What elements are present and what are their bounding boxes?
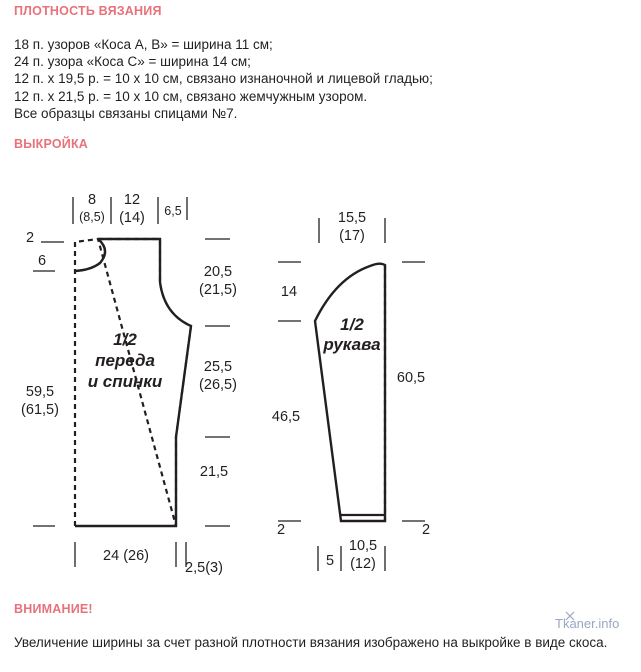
gauge-line: 24 п. узора «Коса С» = ширина 14 см; bbox=[14, 54, 251, 70]
sleeve-bottom-width-label: 10,5 bbox=[348, 538, 378, 554]
side-slope-length-alt-label: (26,5) bbox=[199, 377, 237, 393]
sleeve-title-line-2: рукава bbox=[323, 335, 381, 354]
sleeve-bottom-offset-label: 5 bbox=[325, 553, 335, 569]
sleeve-title-line-1: 1/2 bbox=[340, 315, 364, 334]
total-length-label: 59,5 bbox=[25, 384, 55, 400]
side-slope-length-label: 25,5 bbox=[203, 359, 233, 375]
sleeve-left-ticks bbox=[278, 262, 301, 521]
side-offset-label: 6,5 bbox=[164, 204, 182, 218]
sleeve-top-width-alt-label: (17) bbox=[339, 228, 365, 244]
pattern-heading: ВЫКРОЙКА bbox=[14, 137, 89, 151]
cuff-right-label: 2 bbox=[421, 522, 431, 538]
sleeve-piece bbox=[315, 264, 385, 521]
attention-note: Увеличение ширины за счет разной плотности вязания изображено на выкройке в виде скоса. bbox=[14, 635, 608, 650]
body-title-line-3: и спинки bbox=[87, 372, 163, 391]
hem-length-label: 21,5 bbox=[199, 464, 229, 480]
armhole-depth-alt-label: (21,5) bbox=[199, 282, 237, 298]
neck-width-label: 12 bbox=[123, 192, 141, 208]
watermark bbox=[555, 612, 619, 631]
bottom-width-label: 24 (26) bbox=[103, 548, 149, 564]
sleeve-cap-height-label: 14 bbox=[280, 284, 298, 300]
gauge-heading: ПЛОТНОСТЬ ВЯЗАНИЯ bbox=[14, 4, 162, 18]
gauge-line: Все образцы связаны спицами №7. bbox=[14, 105, 238, 121]
cuff-left-label: 2 bbox=[276, 522, 286, 538]
body-title-line-1: 1/2 bbox=[113, 330, 137, 349]
sleeve-bottom-width-alt-label: (12) bbox=[350, 556, 376, 572]
neck-drop-front-label: 6 bbox=[37, 253, 47, 269]
watermark-text: Tkaner.info bbox=[555, 616, 620, 631]
shoulder-width-alt-label: (8,5) bbox=[79, 210, 105, 224]
shoulder-width-label: 8 bbox=[87, 192, 97, 208]
armhole-depth-label: 20,5 bbox=[203, 264, 233, 280]
total-length-alt-label: (61,5) bbox=[21, 402, 59, 418]
sleeve-outline bbox=[315, 264, 385, 521]
sleeve-total-length-label: 60,5 bbox=[396, 370, 426, 386]
neck-width-alt-label: (14) bbox=[119, 210, 145, 226]
bottom-increase-label: 2,5(3) bbox=[185, 560, 223, 576]
gauge-line: 18 п. узоров «Коса А, В» = ширина 11 см; bbox=[14, 37, 273, 52]
gauge-line: 12 п. х 19,5 р. = 10 х 10 см, связано изнаночной и лицевой гладью; bbox=[14, 71, 433, 87]
gauge-line: 12 п. х 21,5 р. = 10 х 10 см, связано жемчужным узором. bbox=[14, 88, 368, 104]
sleeve-right-ticks bbox=[402, 262, 425, 521]
sleeve-length-label: 46,5 bbox=[271, 409, 301, 425]
neck-drop-back-label: 2 bbox=[25, 230, 35, 246]
attention-heading: ВНИМАНИЕ! bbox=[14, 602, 93, 616]
body-title-line-2: переда bbox=[95, 351, 155, 370]
sleeve-top-width-label: 15,5 bbox=[337, 210, 367, 226]
